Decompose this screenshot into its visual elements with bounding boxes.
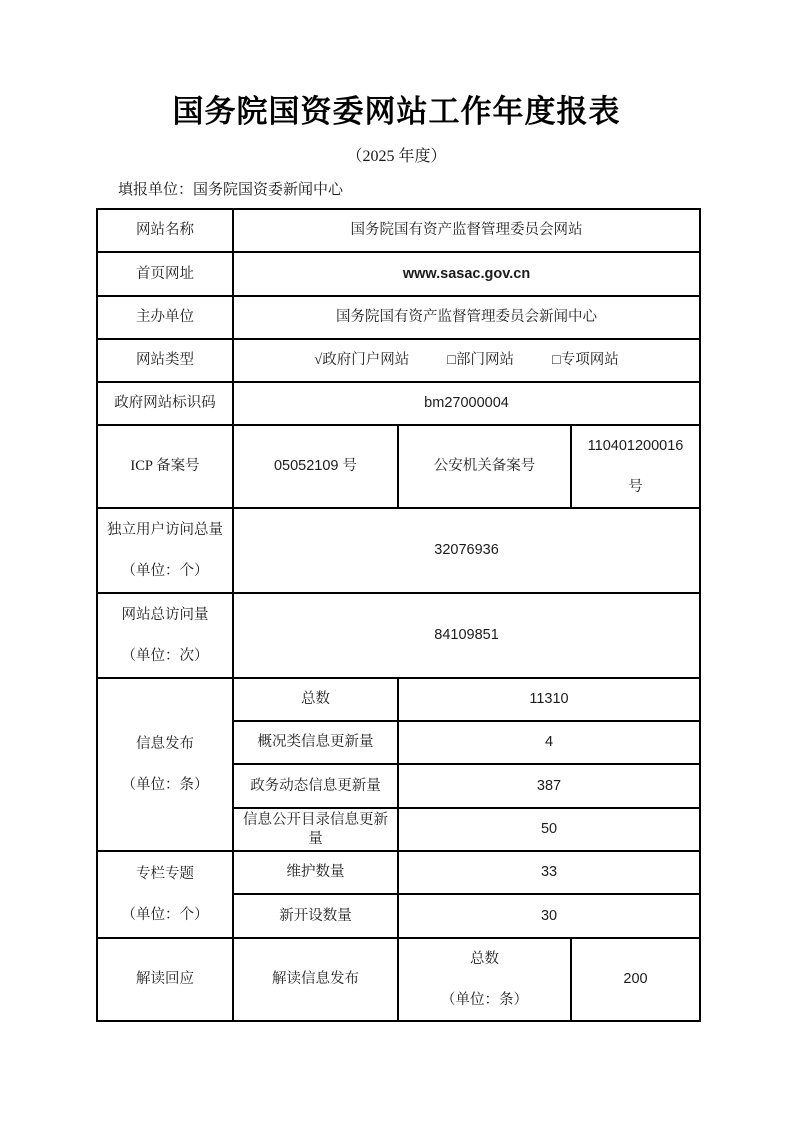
total-visits-label-cell <box>97 593 233 678</box>
special-columns-label-cell <box>97 851 233 938</box>
info-publish-directory-label: 信息公开目录信息更新量 <box>233 808 398 851</box>
special-columns-new-value: 30 <box>398 894 700 938</box>
option-label: 专项网站 <box>560 352 619 368</box>
icp-value: 05052109 号 <box>233 425 398 508</box>
special-columns-label-stack <box>100 865 230 925</box>
interpretation-value: 200 <box>571 938 700 1021</box>
home-url-label: 首页网址 <box>97 252 233 296</box>
site-type-label: 网站类型 <box>97 339 233 382</box>
site-name-label: 网站名称 <box>97 209 233 252</box>
info-publish-label-cell <box>97 678 233 851</box>
row-home-url <box>97 252 700 296</box>
special-columns-unit: （单位：个） <box>121 906 209 923</box>
total-visits-label: 网站总访问量 <box>121 606 209 623</box>
gov-site-code-label: 政府网站标识码 <box>97 382 233 425</box>
annual-report-table <box>96 208 701 1022</box>
row-site-type <box>97 339 700 382</box>
unique-visitors-value: 32076936 <box>233 508 700 593</box>
row-unique-visitors <box>97 508 700 593</box>
checkbox-empty-icon: □ <box>447 352 456 368</box>
total-visits-label-stack <box>100 606 230 666</box>
site-type-option-department <box>447 351 514 370</box>
unique-visitors-label-stack <box>100 521 230 581</box>
info-publish-label: 信息发布 <box>136 735 194 752</box>
reporting-unit: 填报单位：国务院国资委新闻中心 <box>118 182 344 198</box>
special-columns-maintained-value: 33 <box>398 851 700 894</box>
interpretation-total-label: 总数 <box>470 950 499 967</box>
interpretation-sub-label: 解读信息发布 <box>233 938 398 1021</box>
site-type-option-government-portal <box>314 351 409 370</box>
info-publish-total-label: 总数 <box>233 678 398 721</box>
unique-visitors-label-cell <box>97 508 233 593</box>
special-columns-maintained-label: 维护数量 <box>233 851 398 894</box>
site-type-options-cell <box>233 339 700 382</box>
page-subtitle: （2025 年度） <box>346 148 447 165</box>
special-columns-label: 专栏专题 <box>136 865 194 882</box>
row-gov-site-code <box>97 382 700 425</box>
interpretation-total-label-stack <box>401 950 568 1010</box>
police-record-number: 110401200016 <box>587 437 684 454</box>
site-name-value: 国务院国有资产监督管理委员会网站 <box>233 209 700 252</box>
unique-visitors-label: 独立用户访问总量 <box>107 521 223 538</box>
checkbox-empty-icon: □ <box>551 352 561 368</box>
interpretation-total-label-cell <box>398 938 571 1021</box>
home-url-value: www.sasac.gov.cn <box>233 252 700 296</box>
option-label: 政府门户网站 <box>322 352 410 368</box>
interpretation-label: 解读回应 <box>97 938 233 1021</box>
special-columns-new-label: 新开设数量 <box>233 894 398 938</box>
gov-site-code-value: bm27000004 <box>233 382 700 425</box>
info-publish-label-stack <box>100 735 230 795</box>
info-publish-dynamics-value: 387 <box>398 764 700 808</box>
total-visits-value: 84109851 <box>233 593 700 678</box>
row-special-columns-maintained <box>97 851 700 894</box>
interpretation-total-unit: （单位：条） <box>441 991 528 1008</box>
organizer-label: 主办单位 <box>97 296 233 339</box>
row-organizer <box>97 296 700 339</box>
info-publish-overview-value: 4 <box>398 721 700 764</box>
row-info-publish-total <box>97 678 700 721</box>
unique-visitors-unit: （单位：个） <box>121 562 209 579</box>
option-label: 部门网站 <box>455 352 514 368</box>
police-record-label: 公安机关备案号 <box>398 425 571 508</box>
police-record-value-stack <box>574 437 697 497</box>
police-record-value <box>571 425 700 508</box>
info-publish-dynamics-label: 政务动态信息更新量 <box>233 764 398 808</box>
site-type-options <box>236 351 697 370</box>
total-visits-unit: （单位：次） <box>121 647 209 664</box>
info-publish-overview-label: 概况类信息更新量 <box>233 721 398 764</box>
row-total-visits <box>97 593 700 678</box>
row-site-name <box>97 209 700 252</box>
checkmark-icon: √ <box>314 352 323 368</box>
icp-label: ICP 备案号 <box>97 425 233 508</box>
site-type-option-special <box>552 351 619 370</box>
row-icp <box>97 425 700 508</box>
page-title: 国务院国资委网站工作年度报表 <box>172 94 621 129</box>
info-publish-unit: （单位：条） <box>121 776 209 793</box>
info-publish-directory-value: 50 <box>398 808 700 851</box>
row-interpretation <box>97 938 700 1021</box>
organizer-value: 国务院国有资产监督管理委员会新闻中心 <box>233 296 700 339</box>
info-publish-total-value: 11310 <box>398 678 700 721</box>
police-record-suffix: 号 <box>628 478 643 495</box>
